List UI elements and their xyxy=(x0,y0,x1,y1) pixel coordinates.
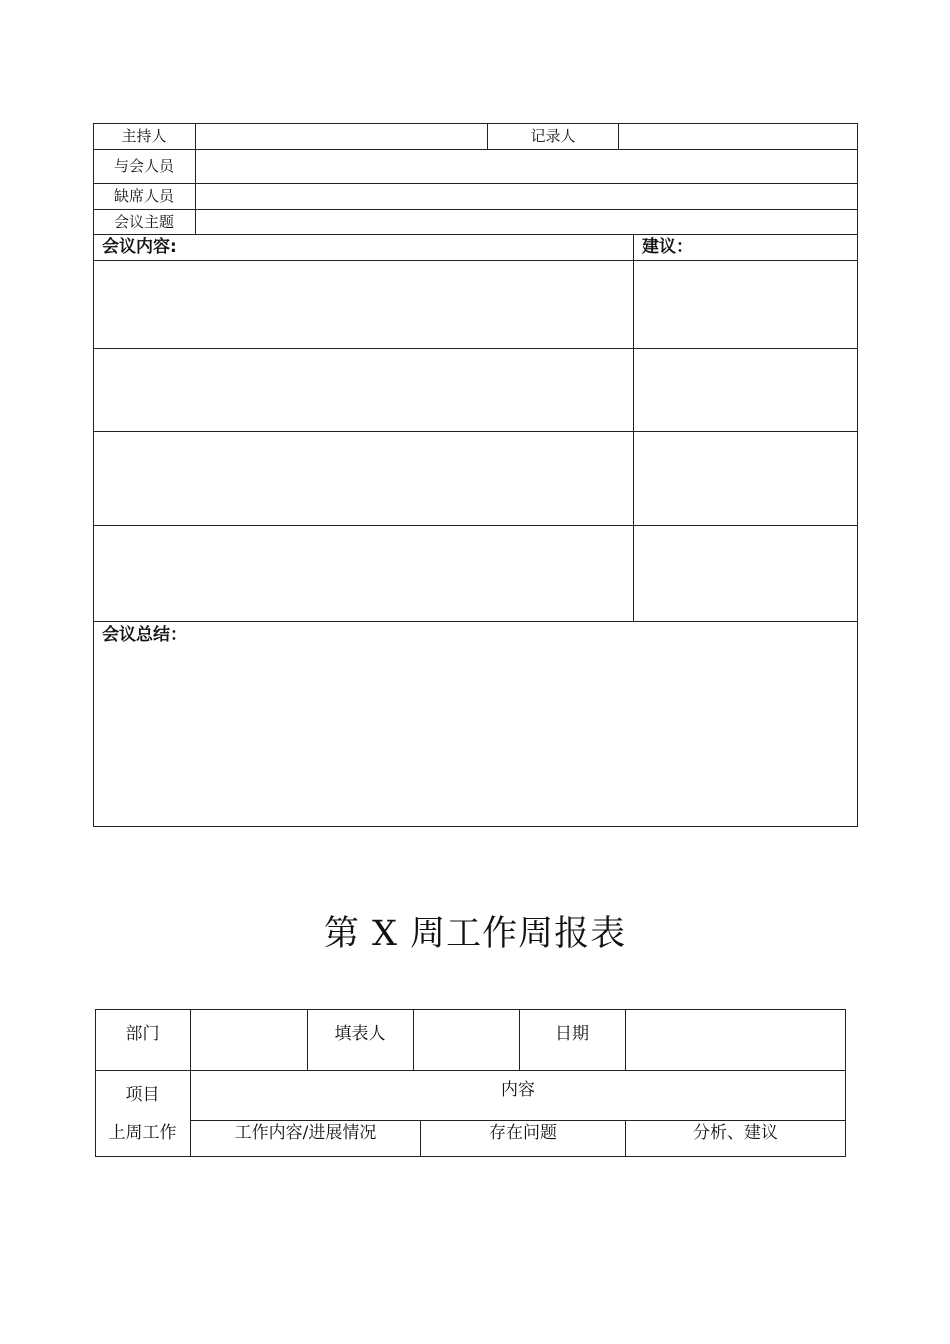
content-label: 内容 xyxy=(501,1080,535,1100)
summary-header: 会议总结： xyxy=(102,625,187,645)
topic-field[interactable] xyxy=(196,210,857,234)
department-label: 部门 xyxy=(125,1024,160,1044)
date-field[interactable] xyxy=(626,1010,845,1070)
department-field[interactable] xyxy=(191,1010,307,1070)
date-label: 日期 xyxy=(555,1024,589,1044)
suggestion-cell-1[interactable] xyxy=(634,261,857,348)
host-label: 主持人 xyxy=(121,127,167,145)
filler-field[interactable] xyxy=(414,1010,519,1070)
suggestion-cell-3[interactable] xyxy=(634,432,857,525)
filler-label: 填表人 xyxy=(334,1024,386,1044)
item-label: 项目 xyxy=(125,1085,160,1105)
last-week-label: 上周工作 xyxy=(108,1123,177,1143)
attendees-label: 与会人员 xyxy=(113,157,174,175)
topic-label: 会议主题 xyxy=(113,213,174,231)
analysis-header: 分析、建议 xyxy=(693,1123,778,1143)
content-cell-3[interactable] xyxy=(94,432,633,525)
weekly-report-title: 第 X 周工作周报表 xyxy=(323,914,627,954)
suggestion-cell-2[interactable] xyxy=(634,349,857,431)
absent-label: 缺席人员 xyxy=(113,187,174,205)
summary-field[interactable] xyxy=(94,650,857,826)
host-field[interactable] xyxy=(196,124,487,149)
content-cell-4[interactable] xyxy=(94,526,633,621)
issues-header: 存在问题 xyxy=(489,1123,557,1143)
content-header: 会议内容: xyxy=(102,237,177,257)
recorder-field[interactable] xyxy=(619,124,857,149)
content-cell-2[interactable] xyxy=(94,349,633,431)
content-cell-1[interactable] xyxy=(94,261,633,348)
suggestion-cell-4[interactable] xyxy=(634,526,857,621)
progress-header: 工作内容/进展情况 xyxy=(234,1123,377,1143)
attendees-field[interactable] xyxy=(196,150,857,183)
absent-field[interactable] xyxy=(196,184,857,209)
suggestion-header: 建议： xyxy=(642,237,693,257)
recorder-label: 记录人 xyxy=(530,127,576,145)
